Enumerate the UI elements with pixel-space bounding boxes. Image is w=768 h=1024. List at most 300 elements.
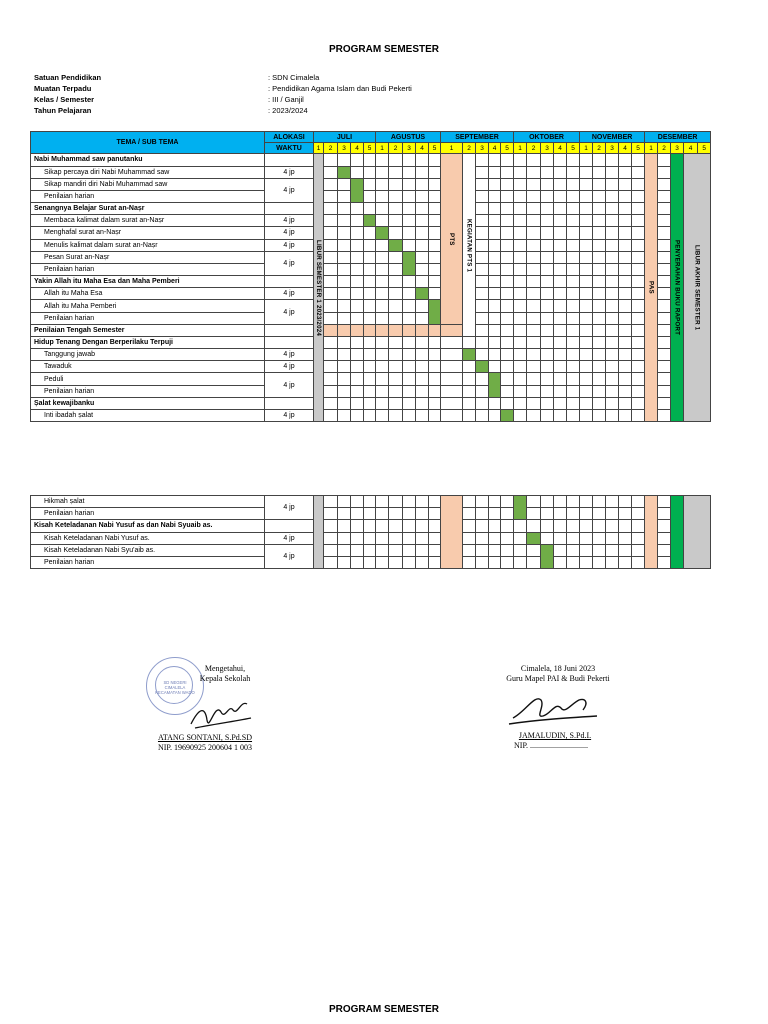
week-cell [489,312,501,324]
week-cell [541,203,554,215]
week-cell [489,251,501,263]
week-cell [351,312,364,324]
month-oktober: OKTOBER [514,132,580,143]
week-cell [364,544,376,556]
week-cell [567,385,580,397]
week-cell [527,373,541,385]
week-cell [580,203,593,215]
theme-row [31,520,711,532]
subtheme-title: Hikmah ṣalat [31,496,265,508]
week-number: 3 [403,143,416,154]
week-cell [476,385,489,397]
week-cell [514,532,527,544]
week-cell [580,397,593,409]
week-cell [489,300,501,312]
week-cell [541,166,554,178]
week-cell [606,300,619,312]
week-number: 3 [338,143,351,154]
week-cell [476,215,489,227]
pts-week-cell [441,324,463,336]
week-number: 2 [389,143,403,154]
week-cell [429,349,441,361]
right-signer-nip: NIP. ............................. [514,741,589,750]
week-cell [567,544,580,556]
week-cell [416,190,429,202]
subtheme-row [31,349,711,361]
document-info [34,72,412,116]
week-cell [567,532,580,544]
week-cell [429,544,441,556]
week-cell [658,166,671,178]
week-cell [593,239,606,251]
week-cell [441,385,463,397]
week-cell [429,178,441,190]
week-cell [554,361,567,373]
week-cell [658,361,671,373]
week-cell [429,166,441,178]
right-signer-name: JAMALUDIN, S.Pd.I. [518,731,592,740]
week-cell [429,288,441,300]
week-cell [338,361,351,373]
week-cell [351,373,364,385]
week-cell [541,239,554,251]
alokasi-header: ALOKASI [265,132,314,143]
week-cell [580,336,593,348]
week-cell [441,349,463,361]
week-cell [567,336,580,348]
week-cell [554,556,567,568]
week-cell [389,349,403,361]
week-cell [567,154,580,166]
week-cell [489,239,501,251]
week-cell [606,397,619,409]
week-cell [593,409,606,421]
activity-week-block [463,349,476,361]
week-cell [554,324,567,336]
week-cell [324,263,338,275]
week-cell [606,349,619,361]
week-cell [554,385,567,397]
week-cell [338,409,351,421]
week-cell [527,263,541,275]
week-cell [632,409,645,421]
week-cell [416,556,429,568]
week-cell [567,288,580,300]
info-value: : III / Ganjil [268,95,304,104]
week-cell [632,263,645,275]
week-cell [389,215,403,227]
week-cell [324,239,338,251]
week-cell [619,544,632,556]
week-cell [489,166,501,178]
alokasi-waktu-cell: 4 jp [265,349,314,361]
week-cell [489,227,501,239]
week-cell [541,336,554,348]
week-cell [441,361,463,373]
semester-program-table-continued [30,495,711,569]
week-cell [364,556,376,568]
week-cell [476,166,489,178]
left-signer-block [140,733,270,753]
week-cell [567,178,580,190]
week-cell [324,397,338,409]
week-cell [429,263,441,275]
week-cell [416,203,429,215]
alokasi-waktu-cell: 4 jp [265,227,314,239]
week-cell [567,312,580,324]
week-cell [338,556,351,568]
week-cell [324,520,338,532]
week-cell [403,532,416,544]
subtheme-row [31,556,711,568]
week-cell [324,215,338,227]
week-cell [463,336,476,348]
week-cell [514,312,527,324]
week-cell [463,544,476,556]
week-cell [476,409,489,421]
week-cell [351,508,364,520]
week-cell [554,288,567,300]
week-cell [619,385,632,397]
theme-title: Kisah Keteladanan Nabi Yusuf as dan Nabi Syuaib as. [31,520,265,532]
week-number: 5 [567,143,580,154]
week-cell [376,276,389,288]
week-cell [324,288,338,300]
week-cell [593,556,606,568]
week-cell [324,300,338,312]
week-cell [403,556,416,568]
week-cell [527,190,541,202]
week-cell [416,336,429,348]
week-cell [619,532,632,544]
week-cell [554,508,567,520]
week-cell [376,312,389,324]
week-number: 1 [376,143,389,154]
week-cell [416,508,429,520]
week-number: 2 [658,143,671,154]
week-cell [554,166,567,178]
week-cell [567,215,580,227]
week-cell [632,190,645,202]
week-cell [389,508,403,520]
week-cell [606,227,619,239]
month-header-row [31,132,711,143]
week-cell [476,508,489,520]
week-cell [416,239,429,251]
week-cell [429,556,441,568]
week-cell [338,178,351,190]
week-number: 1 [514,143,527,154]
week-cell [514,409,527,421]
theme-title: Hidup Tenang Dengan Berperilaku Terpuji [31,336,265,348]
week-cell [567,409,580,421]
week-number: 2 [463,143,476,154]
week-cell [476,300,489,312]
week-cell [364,532,376,544]
week-cell [403,508,416,520]
week-cell [593,178,606,190]
week-cell [514,349,527,361]
week-cell [606,312,619,324]
week-cell [527,227,541,239]
week-cell [324,544,338,556]
week-cell [514,227,527,239]
week-cell [541,300,554,312]
week-cell [554,496,567,508]
week-cell [567,324,580,336]
week-cell [416,154,429,166]
week-cell [606,178,619,190]
week-cell [429,251,441,263]
week-cell [567,276,580,288]
week-cell [606,508,619,520]
subtheme-row [31,409,711,421]
week-cell [632,251,645,263]
pts-week-cell [351,324,364,336]
month-desember: DESEMBER [645,132,711,143]
activity-week-block [351,178,364,202]
week-cell [351,300,364,312]
week-cell [489,349,501,361]
penyerahan-raport-band [671,496,684,569]
week-cell [429,227,441,239]
semester-program-table [30,131,711,422]
week-cell [364,496,376,508]
week-number: 5 [632,143,645,154]
week-cell [541,276,554,288]
week-cell [463,508,476,520]
week-cell [501,239,514,251]
week-cell [376,496,389,508]
week-cell [463,385,476,397]
week-cell [489,544,501,556]
alokasi-waktu-cell [265,203,314,215]
left-signature-block [150,664,270,684]
week-cell [606,385,619,397]
subtheme-title: Tawaduk [31,361,265,373]
week-cell [489,508,501,520]
week-cell [376,251,389,263]
week-cell [476,154,489,166]
week-cell [476,520,489,532]
week-cell [364,349,376,361]
week-cell [389,288,403,300]
week-cell [593,300,606,312]
week-cell [527,508,541,520]
week-cell [541,373,554,385]
activity-week-block [403,251,416,275]
week-cell [593,312,606,324]
week-cell [416,300,429,312]
week-cell [403,349,416,361]
week-cell [632,154,645,166]
week-cell [619,508,632,520]
week-cell [593,215,606,227]
week-cell [593,336,606,348]
week-cell [351,203,364,215]
week-cell [489,409,501,421]
week-cell [476,312,489,324]
theme-title: Penilaian Tengah Semester [31,324,265,336]
week-cell [403,276,416,288]
week-cell [429,190,441,202]
info-value: : SDN Cimalela [268,73,320,82]
week-cell [338,288,351,300]
week-cell [324,190,338,202]
week-cell [606,556,619,568]
week-cell [338,373,351,385]
week-cell [527,276,541,288]
week-cell [376,336,389,348]
week-cell [632,276,645,288]
week-cell [389,276,403,288]
week-cell [527,409,541,421]
week-cell [416,215,429,227]
info-label: Satuan Pendidikan [34,73,102,82]
week-cell [632,532,645,544]
week-cell [338,239,351,251]
week-cell [501,532,514,544]
activity-week-block [376,227,389,239]
theme-row [31,203,711,215]
week-cell [324,312,338,324]
penyerahan-raport-band: PENYERAHAN BUKU RAPORT [671,154,684,422]
alokasi-waktu-cell: 4 jp [265,166,314,178]
theme-row [31,324,711,336]
week-cell [376,166,389,178]
week-cell [580,166,593,178]
pts-week-cell [389,324,403,336]
week-cell [389,300,403,312]
week-cell [476,203,489,215]
week-cell [416,409,429,421]
week-cell [501,385,514,397]
info-label: Muatan Terpadu [34,84,92,93]
subtheme-row [31,251,711,263]
week-cell [489,397,501,409]
week-cell [501,544,514,556]
week-cell [567,508,580,520]
subtheme-title: Penilaian harian [31,312,265,324]
week-cell [619,373,632,385]
week-cell [324,373,338,385]
week-cell [619,349,632,361]
week-cell [476,288,489,300]
week-cell [389,544,403,556]
week-cell [501,312,514,324]
week-cell [514,385,527,397]
week-cell [416,385,429,397]
week-number: 1 [441,143,463,154]
week-cell [429,361,441,373]
alokasi-waktu-cell: 4 jp [265,409,314,421]
week-cell [514,263,527,275]
week-cell [376,288,389,300]
alokasi-waktu-cell [265,336,314,348]
week-cell [501,227,514,239]
week-cell [527,385,541,397]
week-cell [554,409,567,421]
week-cell [554,178,567,190]
week-cell [389,520,403,532]
week-cell [580,239,593,251]
week-cell [416,532,429,544]
week-cell [632,385,645,397]
week-cell [632,373,645,385]
week-cell [541,532,554,544]
week-cell [580,508,593,520]
info-label: Kelas / Semester [34,95,95,104]
subtheme-row [31,300,711,312]
subtheme-title: Menulis kalimat dalam surat an-Naṣr [31,239,265,251]
week-cell [364,373,376,385]
week-cell [619,556,632,568]
week-cell [632,215,645,227]
week-cell [403,336,416,348]
week-cell [324,361,338,373]
week-cell [441,409,463,421]
week-cell [514,251,527,263]
week-cell [324,154,338,166]
week-cell [567,190,580,202]
week-cell [554,397,567,409]
week-cell [376,385,389,397]
week-cell [619,203,632,215]
week-cell [376,190,389,202]
week-cell [580,520,593,532]
week-cell [527,397,541,409]
week-cell [514,215,527,227]
week-cell [376,544,389,556]
week-cell [527,312,541,324]
subtheme-row [31,215,711,227]
week-cell [632,324,645,336]
week-cell [658,544,671,556]
week-cell [580,373,593,385]
week-number: 2 [593,143,606,154]
week-cell [658,288,671,300]
week-cell [554,532,567,544]
libur-akhir-band: LIBUR AKHIR SEMESTER 1 [684,154,711,422]
theme-row [31,154,711,166]
week-cell [567,373,580,385]
subtheme-row [31,239,711,251]
week-cell [324,336,338,348]
right-signature-block [488,664,628,684]
week-cell [501,496,514,508]
week-cell [364,276,376,288]
week-cell [429,373,441,385]
week-cell [580,215,593,227]
month-agustus: AGUSTUS [376,132,441,143]
week-cell [580,190,593,202]
activity-week-block [389,239,403,251]
week-cell [632,520,645,532]
week-cell [429,409,441,421]
week-cell [514,361,527,373]
week-number: 4 [489,143,501,154]
week-cell [338,227,351,239]
subtheme-title: Kisah Keteladanan Nabi Yusuf as. [31,532,265,544]
week-cell [463,532,476,544]
week-cell [527,520,541,532]
subtheme-title: Allah itu Maha Esa [31,288,265,300]
week-cell [658,312,671,324]
week-cell [376,361,389,373]
info-value: : Pendidikan Agama Islam dan Budi Pekerti [268,84,412,93]
week-cell [338,263,351,275]
subtheme-row [31,190,711,202]
